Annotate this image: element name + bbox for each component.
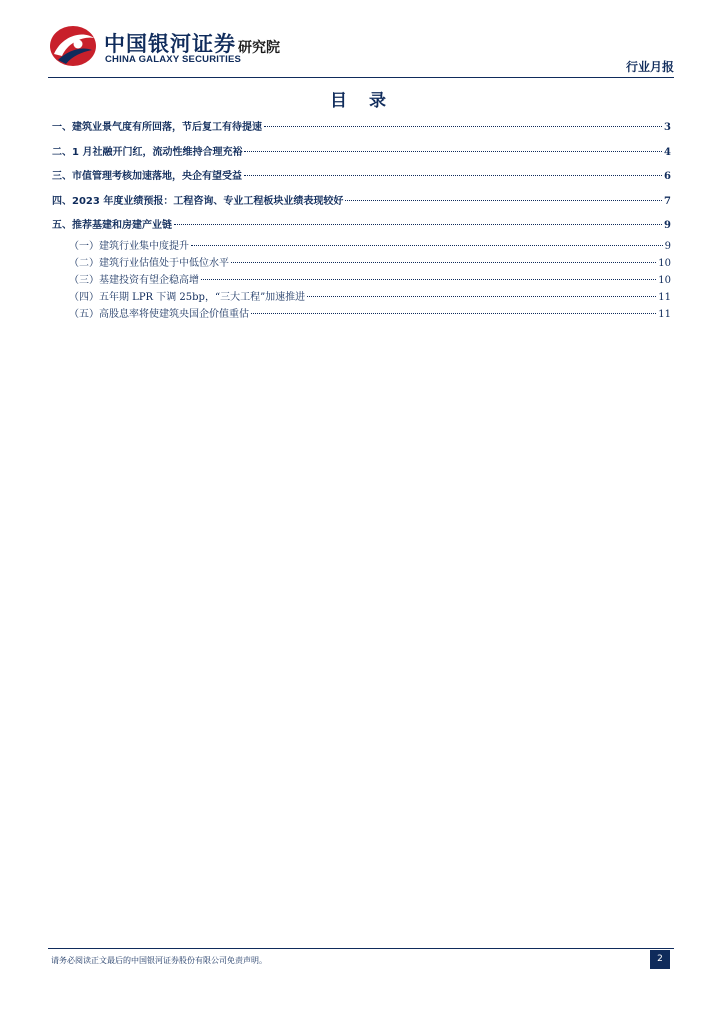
footer-divider (48, 948, 674, 949)
toc-subentry-label: （一）建筑行业集中度提升 (69, 240, 189, 252)
toc-leader-dots (231, 262, 656, 263)
toc-subentry-label: （三）基建投资有望企稳高增 (69, 274, 199, 286)
toc-subentry[interactable] (52, 271, 671, 288)
header-divider (48, 77, 674, 78)
toc-entry-page: 6 (664, 171, 671, 182)
toc-subentry-label: （五）高股息率将使建筑央国企价值重估 (69, 308, 249, 320)
toc-leader-dots (345, 200, 662, 201)
toc-entry-label: 三、市值管理考核加速落地，央企有望受益 (52, 171, 242, 182)
report-type-label: 行业月报 (625, 60, 674, 74)
footer-disclaimer: 请务必阅读正文最后的中国银河证券股份有限公司免责声明。 (51, 956, 267, 965)
toc-entry-label: 一、建筑业景气度有所回落，节后复工有待提速 (52, 122, 262, 133)
toc-entry[interactable] (52, 143, 671, 168)
toc-leader-dots (201, 279, 656, 280)
toc-entry-label: 五、推荐基建和房建产业链 (52, 220, 172, 231)
toc-subentry-page: 10 (658, 274, 671, 286)
toc-entry-page: 7 (664, 195, 671, 207)
toc-entry-page: 3 (664, 122, 671, 133)
toc-subentry-page: 11 (658, 291, 671, 303)
institute-label: 研究院 (238, 40, 280, 56)
toc-leader-dots (251, 313, 656, 314)
toc-entry[interactable] (52, 192, 671, 217)
toc-title: 目 录 (330, 91, 394, 111)
toc-subentry-label: （四）五年期 LPR 下调 25bp，“三大工程”加速推进 (69, 291, 306, 303)
toc-subentry-label: （二）建筑行业估值处于中低位水平 (69, 257, 229, 269)
toc-leader-dots (191, 245, 663, 246)
page-number-badge: 2 (650, 950, 670, 969)
toc-leader-dots (264, 126, 662, 127)
toc-leader-dots (244, 175, 662, 176)
toc-subentry[interactable] (52, 237, 671, 254)
toc-subentry-page: 9 (664, 240, 671, 252)
toc-entry[interactable] (52, 118, 671, 143)
toc-leader-dots (244, 151, 662, 152)
toc-subentry-page: 11 (658, 308, 671, 320)
toc-entry-label: 二、1 月社融开门红，流动性维持合理充裕 (52, 146, 243, 158)
page-header (48, 22, 674, 78)
table-of-contents (52, 118, 671, 322)
galaxy-logo-icon (48, 24, 98, 68)
toc-leader-dots (307, 296, 656, 297)
toc-subentry[interactable] (52, 254, 671, 271)
toc-subentry-page: 10 (658, 257, 671, 269)
toc-subentry[interactable] (52, 305, 671, 322)
toc-leader-dots (174, 224, 662, 225)
logo-chinese-name: 中国银河证券 (104, 32, 236, 56)
toc-entry-page: 9 (664, 220, 671, 231)
toc-entry-label: 四、2023 年度业绩预报：工程咨询、专业工程板块业绩表现较好 (52, 195, 344, 207)
toc-subentry[interactable] (52, 288, 671, 305)
logo-english-name: CHINA GALAXY SECURITIES (105, 54, 242, 65)
toc-entry[interactable] (52, 167, 671, 192)
toc-entry-page: 4 (664, 146, 671, 158)
